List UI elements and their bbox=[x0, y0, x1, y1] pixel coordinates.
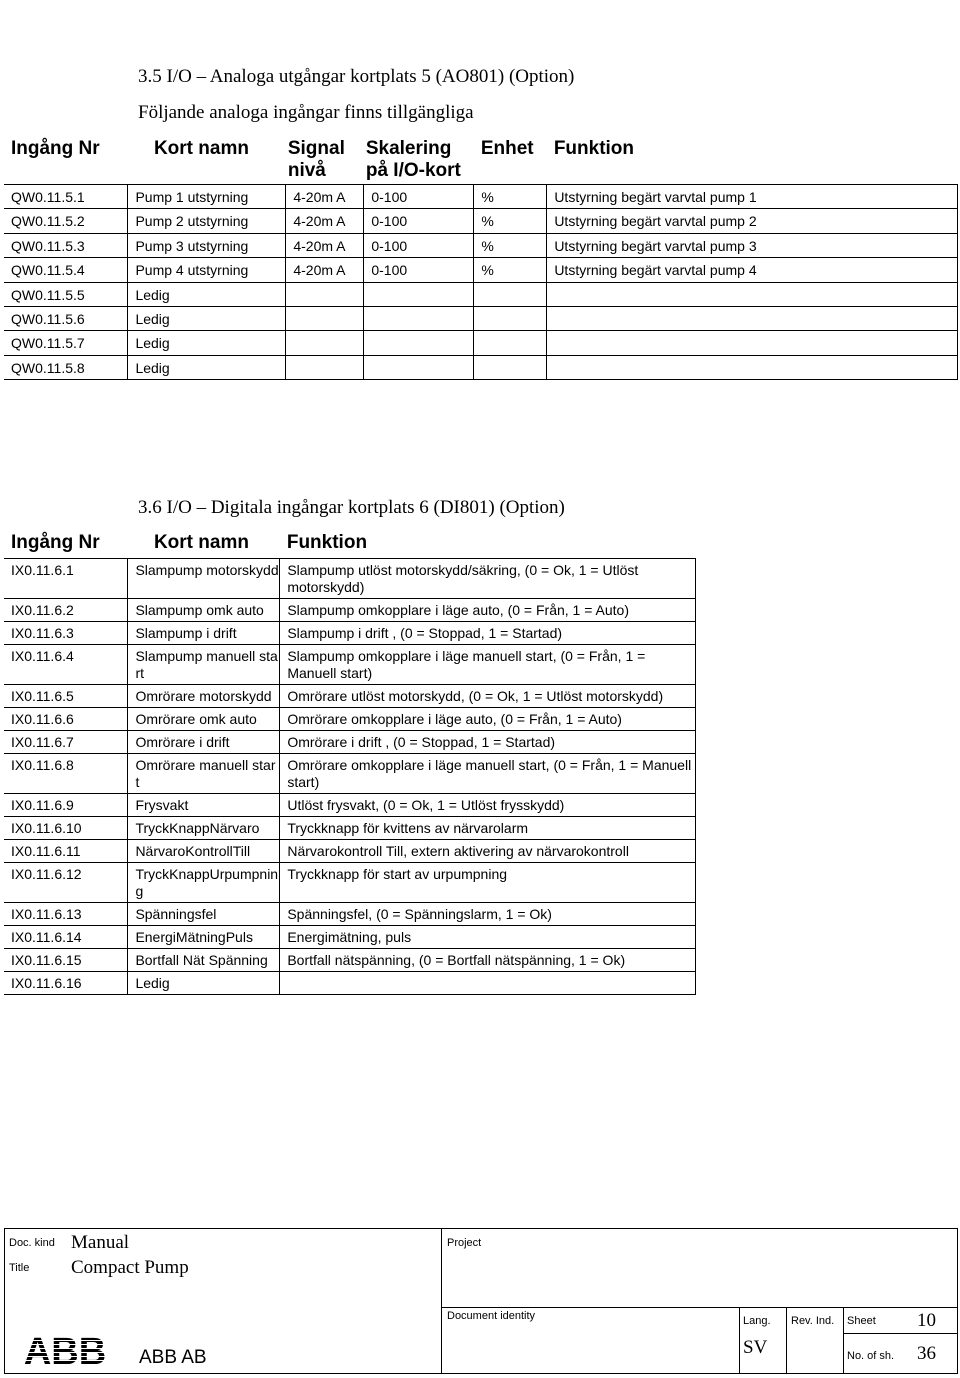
cell-enhet bbox=[474, 306, 547, 330]
cell-ingang-nr: QW0.11.5.8 bbox=[4, 355, 128, 379]
cell-funktion: Spänningsfel, (0 = Spänningslarm, 1 = Ok) bbox=[280, 903, 696, 926]
table-row bbox=[4, 863, 696, 903]
cell-signal-niva: 4-20m A bbox=[286, 233, 364, 257]
cell-ingang-nr: QW0.11.5.2 bbox=[4, 209, 128, 233]
cell-funktion: Utlöst frysvakt, (0 = Ok, 1 = Utlöst frysskydd) bbox=[280, 794, 696, 817]
cell-funktion: Omrörare omkopplare i läge auto, (0 = Från, 1 = Auto) bbox=[280, 708, 696, 731]
cell-ingang-nr: IX0.11.6.12 bbox=[4, 863, 128, 903]
lang-label: Lang. bbox=[743, 1315, 771, 1327]
cell-kort-namn: Omrörare motorskydd bbox=[128, 685, 280, 708]
cell-signal-niva bbox=[286, 355, 364, 379]
table-row bbox=[4, 817, 696, 840]
cell-funktion bbox=[547, 331, 958, 355]
cell-kort-namn: Omrörare i drift bbox=[128, 731, 280, 754]
cell-kort-namn: Slampump omk auto bbox=[128, 599, 280, 622]
cell-skalering bbox=[364, 306, 474, 330]
cell-signal-niva bbox=[286, 306, 364, 330]
cell-ingang-nr: IX0.11.6.7 bbox=[4, 731, 128, 754]
cell-signal-niva bbox=[286, 282, 364, 306]
table-row bbox=[4, 903, 696, 926]
cell-ingang-nr: QW0.11.5.6 bbox=[4, 306, 128, 330]
cell-skalering: 0-100 bbox=[364, 185, 474, 209]
cell-skalering bbox=[364, 282, 474, 306]
cell-kort-namn: Spänningsfel bbox=[128, 903, 280, 926]
header-signal-niva: Signal nivå bbox=[287, 138, 345, 181]
no-of-sheets-label: No. of sh. bbox=[847, 1350, 895, 1362]
cell-funktion bbox=[547, 355, 958, 379]
cell-ingang-nr: IX0.11.6.4 bbox=[4, 645, 128, 685]
cell-ingang-nr: IX0.11.6.3 bbox=[4, 622, 128, 645]
table-row bbox=[4, 282, 958, 306]
sheet-value: 10 bbox=[917, 1310, 936, 1331]
cell-funktion: Utstyrning begärt varvtal pump 4 bbox=[547, 258, 958, 282]
header-enhet: Enhet bbox=[480, 138, 534, 159]
cell-kort-namn: NärvaroKontrollTill bbox=[128, 840, 280, 863]
header-kort-namn: Kort namn bbox=[153, 138, 249, 159]
cell-ingang-nr: IX0.11.6.14 bbox=[4, 926, 128, 949]
document-identity-label: Document identity bbox=[447, 1310, 536, 1322]
cell-funktion: Bortfall nätspänning, (0 = Bortfall nätspänning, 1 = Ok) bbox=[280, 949, 696, 972]
table-row bbox=[4, 926, 696, 949]
cell-kort-namn: Ledig bbox=[128, 355, 286, 379]
table-row bbox=[4, 306, 958, 330]
cell-kort-namn: Bortfall Nät Spänning bbox=[128, 949, 280, 972]
cell-kort-namn: Pump 1 utstyrning bbox=[128, 185, 286, 209]
cell-ingang-nr: IX0.11.6.15 bbox=[4, 949, 128, 972]
cell-funktion: Tryckknapp för start av urpumpning bbox=[280, 863, 696, 903]
cell-funktion: Slampump omkopplare i läge auto, (0 = Från, 1 = Auto) bbox=[280, 599, 696, 622]
cell-funktion bbox=[547, 282, 958, 306]
cell-funktion: Närvarokontroll Till, extern aktivering av närvarokontroll bbox=[280, 840, 696, 863]
cell-kort-namn: Omrörare manuell start bbox=[128, 754, 280, 794]
cell-skalering: 0-100 bbox=[364, 233, 474, 257]
cell-funktion: Omrörare i drift , (0 = Stoppad, 1 = Startad) bbox=[280, 731, 696, 754]
cell-ingang-nr: IX0.11.6.16 bbox=[4, 972, 128, 995]
cell-signal-niva bbox=[286, 331, 364, 355]
table-row bbox=[4, 949, 696, 972]
cell-skalering: 0-100 bbox=[364, 209, 474, 233]
cell-enhet: % bbox=[474, 185, 547, 209]
title-value: Compact Pump bbox=[71, 1257, 189, 1278]
abb-logo-mark bbox=[19, 1333, 111, 1367]
title-block-footer bbox=[4, 1228, 958, 1374]
cell-kort-namn: Ledig bbox=[128, 331, 286, 355]
header-funktion: Funktion bbox=[553, 138, 635, 159]
cell-funktion: Omrörare omkopplare i läge manuell start, (0 = Från, 1 = Manuell start) bbox=[280, 754, 696, 794]
digital-inputs-table bbox=[4, 530, 696, 995]
cell-kort-namn: Slampump manuell start bbox=[128, 645, 280, 685]
abb-logo-text: ABB bbox=[23, 1333, 107, 1367]
cell-skalering: 0-100 bbox=[364, 258, 474, 282]
doc-kind-value: Manual bbox=[71, 1232, 130, 1253]
table-row bbox=[4, 840, 696, 863]
table-row bbox=[4, 622, 696, 645]
table-row bbox=[4, 754, 696, 794]
analog-outputs-table bbox=[4, 136, 958, 380]
table-row bbox=[4, 233, 958, 257]
cell-kort-namn: Pump 3 utstyrning bbox=[128, 233, 286, 257]
cell-kort-namn: Pump 2 utstyrning bbox=[128, 209, 286, 233]
cell-enhet: % bbox=[474, 209, 547, 233]
cell-ingang-nr: QW0.11.5.3 bbox=[4, 233, 128, 257]
section-3-6-title: 3.6 I/O – Digitala ingångar kortplats 6 (DI801) (Option) bbox=[138, 497, 565, 518]
cell-funktion: Slampump i drift , (0 = Stoppad, 1 = Startad) bbox=[280, 622, 696, 645]
cell-kort-namn: EnergiMätningPuls bbox=[128, 926, 280, 949]
header-ingang-nr: Ingång Nr bbox=[11, 532, 100, 553]
cell-ingang-nr: IX0.11.6.1 bbox=[4, 559, 128, 599]
cell-kort-namn: Ledig bbox=[128, 282, 286, 306]
section-3-5-subtitle: Följande analoga ingångar finns tillgängliga bbox=[138, 102, 474, 123]
cell-enhet bbox=[474, 355, 547, 379]
table-row bbox=[4, 258, 958, 282]
cell-enhet bbox=[474, 331, 547, 355]
cell-ingang-nr: IX0.11.6.2 bbox=[4, 599, 128, 622]
cell-enhet bbox=[474, 282, 547, 306]
cell-funktion: Tryckknapp för kvittens av närvarolarm bbox=[280, 817, 696, 840]
cell-funktion: Slampump utlöst motorskydd/säkring, (0 = Ok, 1 = Utlöst motorskydd) bbox=[280, 559, 696, 599]
cell-ingang-nr: QW0.11.5.5 bbox=[4, 282, 128, 306]
table-row bbox=[4, 794, 696, 817]
cell-kort-namn: Pump 4 utstyrning bbox=[128, 258, 286, 282]
cell-signal-niva: 4-20m A bbox=[286, 258, 364, 282]
table-row bbox=[4, 331, 958, 355]
table-row bbox=[4, 685, 696, 708]
header-skalering: Skalering på I/O-kort bbox=[365, 138, 461, 181]
cell-kort-namn: Slampump motorskydd bbox=[128, 559, 280, 599]
cell-kort-namn: Slampump i drift bbox=[128, 622, 280, 645]
header-kort-namn: Kort namn bbox=[153, 532, 249, 553]
cell-ingang-nr: IX0.11.6.6 bbox=[4, 708, 128, 731]
lang-value: SV bbox=[743, 1337, 768, 1358]
cell-funktion: Omrörare utlöst motorskydd, (0 = Ok, 1 = Utlöst motorskydd) bbox=[280, 685, 696, 708]
table-row bbox=[4, 972, 696, 995]
cell-ingang-nr: IX0.11.6.13 bbox=[4, 903, 128, 926]
header-ingang-nr: Ingång Nr bbox=[11, 138, 100, 159]
table-row bbox=[4, 355, 958, 379]
cell-funktion: Utstyrning begärt varvtal pump 1 bbox=[547, 185, 958, 209]
cell-kort-namn: Omrörare omk auto bbox=[128, 708, 280, 731]
table-header-row bbox=[4, 530, 696, 559]
table-row bbox=[4, 209, 958, 233]
cell-ingang-nr: IX0.11.6.11 bbox=[4, 840, 128, 863]
table-header-row bbox=[4, 136, 958, 185]
cell-ingang-nr: QW0.11.5.4 bbox=[4, 258, 128, 282]
cell-signal-niva: 4-20m A bbox=[286, 185, 364, 209]
cell-funktion: Utstyrning begärt varvtal pump 2 bbox=[547, 209, 958, 233]
cell-funktion bbox=[280, 972, 696, 995]
section-3-5-title: 3.5 I/O – Analoga utgångar kortplats 5 (AO801) (Option) bbox=[138, 66, 575, 87]
cell-ingang-nr: IX0.11.6.9 bbox=[4, 794, 128, 817]
table-row bbox=[4, 559, 696, 599]
doc-kind-label: Doc. kind bbox=[9, 1237, 55, 1249]
cell-ingang-nr: QW0.11.5.7 bbox=[4, 331, 128, 355]
header-funktion: Funktion bbox=[286, 532, 368, 553]
no-of-sheets-value: 36 bbox=[917, 1343, 936, 1364]
cell-ingang-nr: IX0.11.6.5 bbox=[4, 685, 128, 708]
cell-kort-namn: Ledig bbox=[128, 972, 280, 995]
company-name: ABB AB bbox=[139, 1347, 207, 1368]
cell-funktion: Slampump omkopplare i läge manuell start, (0 = Från, 1 = Manuell start) bbox=[280, 645, 696, 685]
cell-ingang-nr: QW0.11.5.1 bbox=[4, 185, 128, 209]
rev-ind-label: Rev. Ind. bbox=[791, 1315, 835, 1327]
cell-funktion bbox=[547, 306, 958, 330]
cell-skalering bbox=[364, 355, 474, 379]
cell-kort-namn: Ledig bbox=[128, 306, 286, 330]
cell-funktion: Utstyrning begärt varvtal pump 3 bbox=[547, 233, 958, 257]
table-row bbox=[4, 185, 958, 209]
table-row bbox=[4, 645, 696, 685]
cell-kort-namn: TryckKnappUrpumpning bbox=[128, 863, 280, 903]
project-label: Project bbox=[447, 1237, 482, 1249]
cell-funktion: Energimätning, puls bbox=[280, 926, 696, 949]
cell-kort-namn: Frysvakt bbox=[128, 794, 280, 817]
table-row bbox=[4, 708, 696, 731]
cell-signal-niva: 4-20m A bbox=[286, 209, 364, 233]
cell-ingang-nr: IX0.11.6.8 bbox=[4, 754, 128, 794]
title-label: Title bbox=[9, 1262, 30, 1274]
sheet-label: Sheet bbox=[847, 1315, 876, 1327]
cell-skalering bbox=[364, 331, 474, 355]
abb-logo bbox=[19, 1333, 111, 1372]
cell-enhet: % bbox=[474, 233, 547, 257]
cell-kort-namn: TryckKnappNärvaro bbox=[128, 817, 280, 840]
cell-ingang-nr: IX0.11.6.10 bbox=[4, 817, 128, 840]
table-row bbox=[4, 731, 696, 754]
table-row bbox=[4, 599, 696, 622]
cell-enhet: % bbox=[474, 258, 547, 282]
